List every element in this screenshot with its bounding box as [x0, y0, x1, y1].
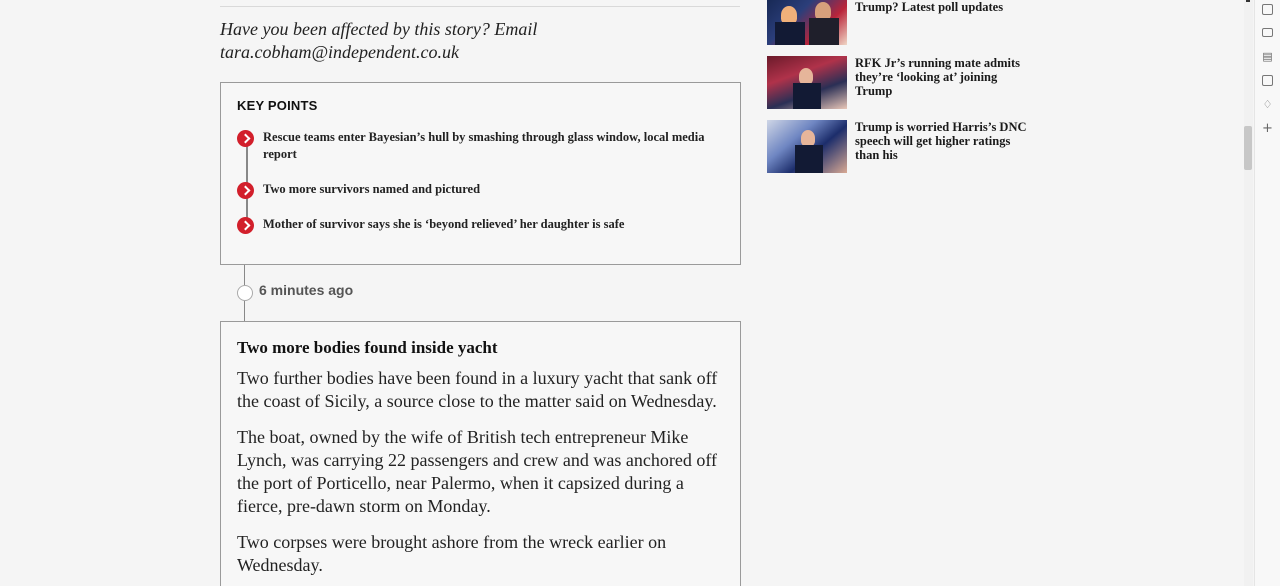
article-thumbnail: [767, 120, 847, 173]
key-point-item[interactable]: [237, 129, 717, 163]
person-figure: [795, 145, 823, 173]
sidebar-article-title: Trump is worried Harris’s DNC speech will get higher ratings than his: [855, 120, 1027, 162]
key-points-box: [220, 82, 741, 265]
post-paragraph: Two further bodies have been found in a luxury yacht that sank off the coast of Sicily, a source close to the matter said on Wednesday.: [237, 368, 718, 411]
person-figure: [809, 18, 839, 45]
person-figure: [799, 68, 813, 84]
scrollbar-track[interactable]: [1244, 0, 1253, 586]
timeline-line: [244, 301, 245, 321]
article-thumbnail: [767, 56, 847, 109]
key-points-title: KEY POINTS: [237, 98, 318, 113]
timeline-dot-icon: [237, 285, 253, 301]
sidebar-article-link[interactable]: [767, 0, 1027, 46]
key-point-text: Two more survivors named and pictured: [263, 182, 481, 196]
bookmark-icon[interactable]: [1262, 75, 1273, 86]
key-point-text: Rescue teams enter Bayesian’s hull by smashing through glass window, local media report: [263, 130, 705, 161]
add-icon[interactable]: +: [1262, 121, 1273, 136]
person-figure: [775, 22, 805, 45]
card-icon[interactable]: [1262, 28, 1273, 37]
post-paragraph: Two corpses were brought ashore from the wreck earlier on Wednesday.: [237, 532, 667, 575]
browser-side-panel: [1254, 0, 1280, 586]
extension-icon[interactable]: ♢: [1262, 98, 1273, 111]
key-point-item[interactable]: [237, 181, 717, 198]
sidebar-article-link[interactable]: [767, 120, 1027, 174]
article-thumbnail: [767, 0, 847, 45]
sidebar-article-link[interactable]: [767, 56, 1027, 110]
key-point-text: Mother of survivor says she is ‘beyond relieved’ her daughter is safe: [263, 217, 625, 231]
live-post: [220, 321, 741, 586]
chevron-right-icon: [237, 217, 254, 234]
affected-prompt: Have you been affected by this story? Email tara.cobham@independent.co.uk: [220, 19, 538, 62]
top-divider: [220, 6, 740, 7]
key-point-item[interactable]: [237, 216, 717, 233]
post-timestamp: 6 minutes ago: [259, 282, 354, 298]
tab-icon[interactable]: [1262, 4, 1273, 15]
scrollbar-thumb[interactable]: [1244, 126, 1252, 170]
sidebar-article-title: Trump? Latest poll updates: [855, 0, 1004, 14]
post-title: Two more bodies found inside yacht: [237, 338, 498, 357]
chevron-right-icon: [237, 130, 254, 147]
reading-list-icon[interactable]: ▤: [1262, 50, 1273, 63]
sidebar-article-title: RFK Jr’s running mate admits they’re ‘looking at’ joining Trump: [855, 56, 1021, 98]
person-figure: [793, 83, 821, 109]
scroll-marker: [1246, 0, 1250, 2]
timeline-line: [244, 265, 245, 285]
chevron-right-icon: [237, 182, 254, 199]
post-paragraph: The boat, owned by the wife of British tech entrepreneur Mike Lynch, was carrying 22 passengers and crew and was anchored off the port of Porticello, near Palermo, when it capsized during a fierce, pre-dawn storm on Monday.: [237, 427, 717, 516]
person-figure: [801, 130, 815, 146]
